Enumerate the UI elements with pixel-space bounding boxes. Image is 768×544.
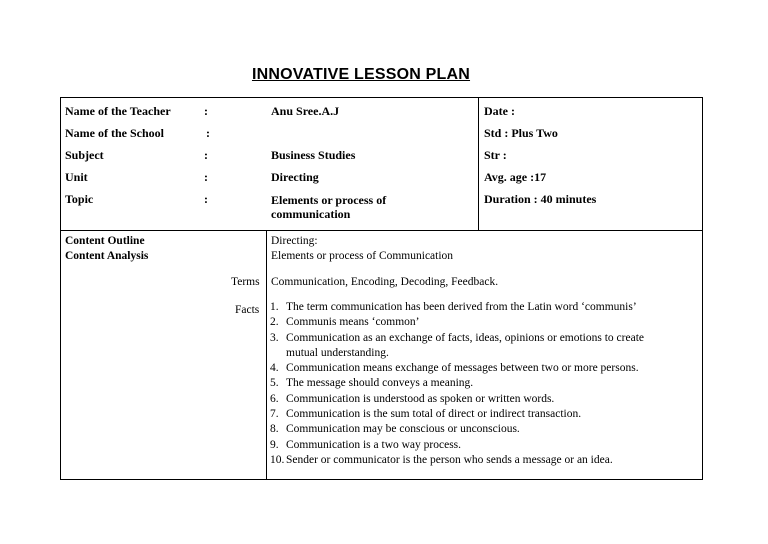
page-title: INNOVATIVE LESSON PLAN bbox=[251, 66, 471, 83]
fact-text: Communication may be conscious or unconscious. bbox=[286, 423, 520, 436]
list-item bbox=[270, 422, 644, 437]
content-divider bbox=[266, 231, 267, 480]
fact-number: 6. bbox=[270, 392, 279, 405]
content-analysis-label: Content Analysis bbox=[65, 250, 149, 262]
fact-number: 2. bbox=[270, 316, 279, 329]
fact-text: Communication is understood as spoken or written words. bbox=[286, 392, 555, 405]
list-item bbox=[270, 438, 644, 453]
std-label: Std : Plus Two bbox=[484, 126, 558, 140]
duration-label: Duration : 40 minutes bbox=[484, 192, 597, 206]
facts-label: Facts bbox=[235, 304, 260, 316]
fact-number: 5. bbox=[270, 377, 279, 390]
topic-label: Topic bbox=[65, 192, 94, 206]
teacher-colon: : bbox=[204, 104, 208, 118]
unit-label: Unit bbox=[65, 170, 88, 184]
list-item bbox=[270, 315, 644, 330]
fact-text: Communication is the sum total of direct or indirect transaction. bbox=[286, 408, 582, 421]
fact-number: 8. bbox=[270, 423, 279, 436]
fact-text: The message should conveys a meaning. bbox=[286, 377, 474, 390]
directing-heading: Directing: bbox=[271, 235, 318, 247]
fact-text: The term communication has been derived from the Latin word ‘communis’ bbox=[286, 301, 637, 313]
terms-label: Terms bbox=[231, 276, 260, 288]
fact-text: mutual understanding. bbox=[286, 346, 389, 359]
list-item bbox=[270, 407, 644, 422]
fact-number: 1. bbox=[270, 301, 279, 313]
facts-list bbox=[270, 300, 644, 468]
school-colon: : bbox=[206, 126, 210, 140]
elements-heading: Elements or process of Communication bbox=[271, 250, 454, 262]
list-item bbox=[270, 300, 644, 315]
avg-age-label: Avg. age :17 bbox=[484, 170, 547, 184]
content-outline-label: Content Outline bbox=[65, 235, 145, 247]
terms-value: Communication, Encoding, Decoding, Feedback. bbox=[271, 276, 499, 288]
list-item bbox=[270, 346, 644, 361]
topic-value-line2: communication bbox=[271, 207, 351, 221]
list-item bbox=[270, 453, 644, 468]
fact-number: 4. bbox=[270, 362, 279, 375]
subject-colon: : bbox=[204, 148, 208, 162]
fact-number: 7. bbox=[270, 408, 279, 421]
unit-value: Directing bbox=[271, 170, 319, 184]
topic-colon: : bbox=[204, 192, 208, 206]
fact-text: Communis means ‘common’ bbox=[286, 316, 420, 329]
fact-number: 10. bbox=[270, 453, 285, 466]
school-label: Name of the School bbox=[65, 126, 164, 140]
fact-text: Sender or communicator is the person who sends a message or an idea. bbox=[286, 453, 613, 466]
unit-colon: : bbox=[204, 170, 208, 184]
list-item bbox=[270, 361, 644, 376]
topic-value: Elements or process of bbox=[271, 193, 387, 207]
teacher-value: Anu Sree.A.J bbox=[271, 104, 340, 118]
subject-label: Subject bbox=[65, 148, 104, 162]
fact-number: 3. bbox=[270, 331, 279, 344]
teacher-label: Name of the Teacher bbox=[65, 104, 171, 118]
list-item bbox=[270, 331, 644, 346]
str-label: Str : bbox=[484, 148, 507, 162]
header-divider bbox=[478, 97, 479, 231]
list-item bbox=[270, 376, 644, 391]
date-label: Date : bbox=[484, 104, 515, 118]
list-item bbox=[270, 392, 644, 407]
fact-number: 9. bbox=[270, 438, 279, 451]
fact-text: Communication means exchange of messages between two or more persons. bbox=[286, 362, 639, 375]
fact-text: Communication as an exchange of facts, ideas, opinions or emotions to create bbox=[286, 331, 644, 344]
fact-text: Communication is a two way process. bbox=[286, 438, 462, 451]
subject-value: Business Studies bbox=[271, 148, 356, 162]
